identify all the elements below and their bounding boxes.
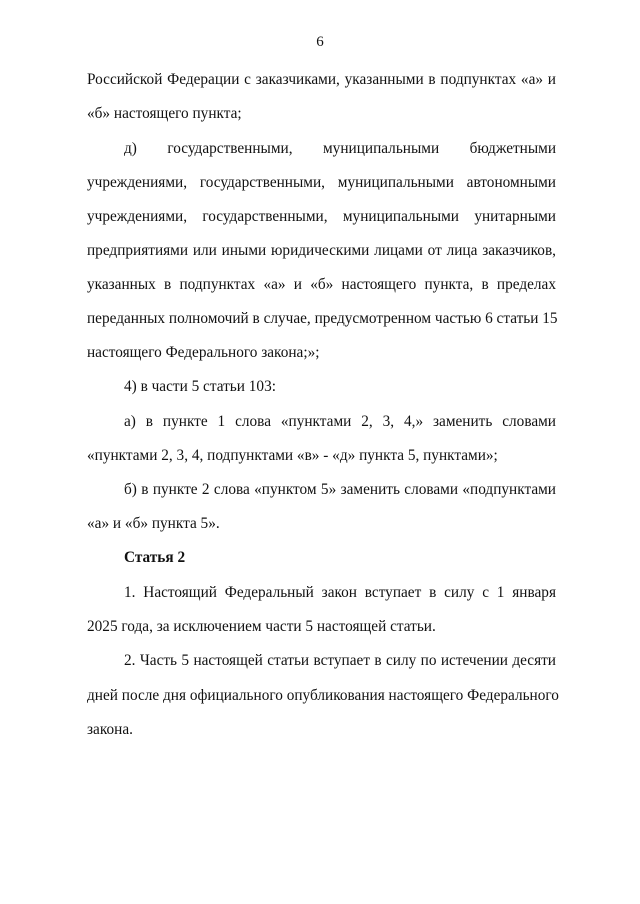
article-heading: Статья 2 bbox=[124, 549, 186, 566]
text-line: д) государственными, муниципальными бюджетными bbox=[124, 140, 556, 157]
text-line: «а» и «б» пункта 5». bbox=[87, 515, 220, 532]
text-line: 2025 года, за исключением части 5 настоящей статьи. bbox=[87, 618, 436, 635]
text-line: 1. Настоящий Федеральный закон вступает в силу с 1 января bbox=[124, 584, 556, 601]
text-line: переданных полномочий в случае, предусмотренном частью 6 статьи 15 bbox=[87, 310, 558, 327]
text-line: 2. Часть 5 настоящей статьи вступает в силу по истечении десяти bbox=[124, 652, 556, 669]
text-line: Российской Федерации с заказчиками, указанными в подпунктах «а» и bbox=[87, 71, 556, 88]
text-line: б) в пункте 2 слова «пунктом 5» заменить словами «подпунктами bbox=[124, 481, 556, 498]
text-line: а) в пункте 1 слова «пунктами 2, 3, 4,» заменить словами bbox=[124, 413, 556, 430]
text-line: 4) в части 5 статьи 103: bbox=[124, 378, 276, 395]
text-line: указанных в подпунктах «а» и «б» настоящего пункта, в пределах bbox=[87, 276, 556, 293]
text-line: «пунктами 2, 3, 4, подпунктами «в» - «д» пункта 5, пунктами»; bbox=[87, 447, 498, 464]
text-line: предприятиями или иными юридическими лицами от лица заказчиков, bbox=[87, 242, 556, 259]
text-line: учреждениями, государственными, муниципальными автономными bbox=[87, 174, 556, 191]
text-line: учреждениями, государственными, муниципальными унитарными bbox=[87, 208, 556, 225]
text-line: дней после дня официального опубликования настоящего Федерального bbox=[87, 687, 559, 704]
text-line: закона. bbox=[87, 721, 133, 738]
text-line: «б» настоящего пункта; bbox=[87, 105, 242, 122]
page-number: 6 bbox=[316, 34, 324, 50]
text-line: настоящего Федерального закона;»; bbox=[87, 344, 320, 361]
